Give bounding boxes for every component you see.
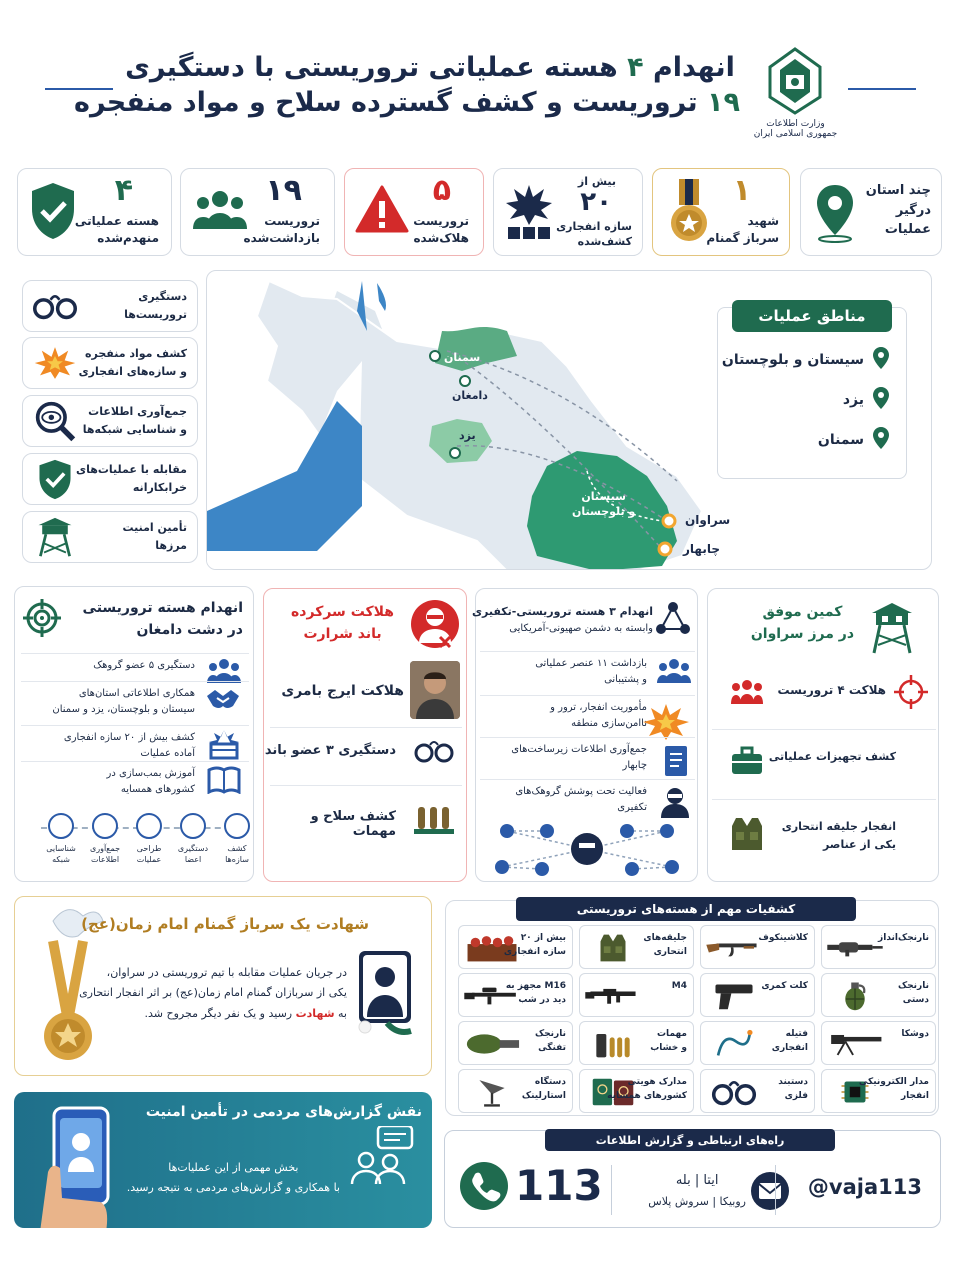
stat-explosives <box>493 168 643 256</box>
timeline-label: شناسایی شبکه <box>46 844 76 865</box>
panel-discoveries <box>445 900 939 1116</box>
handcuffs-icon <box>705 1077 763 1111</box>
discovery-label: دستبند فلزی <box>778 1077 808 1101</box>
panel-martyrdom <box>14 896 432 1076</box>
discovery-item <box>821 973 936 1017</box>
timeline-label: طراحی عملیات <box>136 844 162 865</box>
public-role-title: نقش گزارش‌های مردمی در تأمین امنیت <box>145 1104 422 1120</box>
masked-person-icon <box>659 786 691 822</box>
masked-leader-icon <box>410 597 460 657</box>
panel-damghan-title: انهدام هسته تروریستی در دشت دامغان <box>82 600 243 639</box>
timeline-dot-icon <box>224 813 250 839</box>
ammo-icon <box>584 1029 642 1063</box>
discovery-label: مدار الکترونیکی انفجار <box>858 1077 929 1101</box>
discovery-item <box>458 1069 573 1113</box>
discovery-label: نارنجک‌انداز <box>878 933 929 943</box>
title-line1-post: هسته عملیاتی تروریستی با دستگیری <box>125 52 618 83</box>
panel-takfiri-title: انهدام ۳ هسته تروریستی-تکفیری <box>471 605 653 618</box>
panel-takfiri <box>471 588 698 882</box>
vest-icon <box>584 933 642 967</box>
ambush-item <box>712 659 936 725</box>
fuse-icon <box>705 1029 763 1063</box>
map-panel <box>206 270 932 570</box>
phone-hand-icon <box>40 1102 126 1228</box>
leader-item-3: کشف سلاح و مهمات <box>310 809 396 839</box>
martyr-silhouette <box>357 949 413 1039</box>
side-list-label: کشف مواد منفجره و سازه‌های انفجاری <box>78 347 187 378</box>
ambush-item-text: هلاکت ۴ تروریست <box>777 683 886 697</box>
takfiri-item <box>480 651 695 695</box>
region-item <box>843 386 890 414</box>
leader-photo <box>410 661 460 719</box>
discovery-label: کلت کمری <box>761 981 808 991</box>
watchtower-icon <box>870 601 914 659</box>
damghan-item-text: دستگیری ۵ عضو گروهک <box>93 660 195 671</box>
discoveries-title: کشفیات مهم از هسته‌های تروریستی <box>516 897 856 921</box>
discovery-label: فتیله انفجاری <box>771 1029 808 1053</box>
ambush-item-text: انفجار جلیقه انتحاری یکی از عناصر <box>781 820 896 851</box>
red-people-icon <box>730 679 764 709</box>
stat-arrested-label: تروریست بازداشت‌شده <box>243 214 320 245</box>
martyrdom-text-1: در جریان عملیات مقابله با تیم تروریستی در سراوان، <box>106 966 347 979</box>
martyrdom-text-3a: به <box>338 1006 347 1020</box>
map-pin-icon <box>872 386 890 414</box>
regions-box <box>717 307 907 479</box>
discovery-item <box>700 1069 815 1113</box>
phone-icon[interactable] <box>459 1161 509 1215</box>
briefcase-icon <box>730 746 764 780</box>
logo-text-1: وزارت اطلاعات <box>766 119 825 129</box>
rifle-icon <box>705 933 763 967</box>
map-label-sistan: سیستان و بلوچستان <box>572 490 636 519</box>
logo-text-2: جمهوری اسلامی ایران <box>753 129 838 139</box>
discovery-item <box>579 925 694 969</box>
takfiri-item-text: فعالیت تحت پوشش گروهک‌های تکفیری <box>515 786 647 813</box>
page-title <box>74 52 740 118</box>
handcuffs-icon <box>33 285 77 327</box>
ambush-item <box>712 729 936 795</box>
ambush-item <box>712 799 936 865</box>
discovery-item <box>821 1069 936 1113</box>
contact-divider-1 <box>775 1165 776 1215</box>
stat-martyr <box>652 168 790 256</box>
timeline-label: جمع‌آوری اطلاعات <box>89 844 121 865</box>
map-pin-icon <box>872 426 890 454</box>
discovery-item <box>821 1021 936 1065</box>
handcuffs-icon <box>414 737 454 769</box>
explosion-icon <box>504 183 554 245</box>
side-list-item <box>22 511 198 563</box>
takfiri-item <box>480 695 695 737</box>
panel-public-role <box>14 1092 432 1228</box>
rifle-grenade-icon <box>463 1029 521 1063</box>
people-icon <box>193 189 247 237</box>
book-icon <box>207 766 241 798</box>
side-list-label: مقابله با عملیات‌های خرابکارانه <box>76 463 187 494</box>
martyrdom-text-3b: شهادت <box>295 1006 335 1020</box>
martyrdom-text-2: یکی از سربازان گمنام امام زمان(عج) بر اثر انفجار انتحاری <box>79 986 347 1000</box>
title-line2-post: تروریست و کشف گسترده سلاح و مواد منفجره <box>74 87 698 118</box>
region-label: سمنان <box>817 432 864 448</box>
discovery-item <box>458 973 573 1017</box>
damghan-item <box>21 681 249 725</box>
timeline-label: کشف سازه‌ها <box>225 844 249 865</box>
document-icon <box>661 744 691 782</box>
damghan-item <box>21 725 249 761</box>
region-label: سیستان و بلوچستان <box>721 352 864 368</box>
timeline-label: دستگیری اعضا <box>177 844 209 865</box>
takfiri-item <box>480 737 695 779</box>
discovery-label: M16 مجهز به دید در شب <box>505 981 566 1005</box>
martyrdom-title: شهادت یک سرباز گمنام امام زمان(عج) <box>81 915 369 933</box>
target-icon <box>23 599 61 641</box>
timeline-dot-icon <box>136 813 162 839</box>
stat-explosives-number: ۲۰ <box>580 187 612 217</box>
hand-grenade-icon <box>826 981 884 1015</box>
takfiri-item <box>480 779 695 817</box>
region-item <box>722 346 890 374</box>
map-label-saravan: سراوان <box>685 513 731 527</box>
network-icon <box>656 601 690 639</box>
map-label-damghan: دامغان <box>452 389 488 402</box>
discovery-label: کلاشینکوف <box>758 933 808 943</box>
m4-icon <box>584 981 642 1015</box>
handshake-icon <box>205 686 241 716</box>
contact-apps <box>648 1169 746 1212</box>
timeline-step <box>173 813 213 865</box>
map-pin-icon <box>872 346 890 374</box>
stat-killed <box>344 168 484 256</box>
discovery-item <box>458 1021 573 1065</box>
stat-provinces-label: چند استان درگیر عملیات <box>865 183 931 237</box>
panel-leader-title: هلاکت سرکرده باند شرارت <box>291 604 394 643</box>
region-item <box>818 426 890 454</box>
public-role-text-2: با همکاری و گزارش‌های مردمی به نتیجه رسید. <box>126 1180 340 1194</box>
medal-icon <box>667 179 711 249</box>
stat-cells-number: ۴ <box>114 173 133 208</box>
side-list-label: دستگیری تروریست‌ها <box>124 290 187 321</box>
discovery-label: نارنجک دستی <box>897 981 929 1005</box>
stat-cells-label: هسته عملیاتی منهدم‌شده <box>74 214 159 245</box>
timeline-step <box>217 813 257 865</box>
discovery-label: دوشکا <box>901 1029 929 1039</box>
side-list-label: جمع‌آوری اطلاعات و شناسایی شبکه‌ها <box>82 405 187 436</box>
timeline-step <box>85 813 125 865</box>
box-explosive-icon <box>207 730 241 764</box>
discoveries-grid <box>454 925 932 1113</box>
public-role-text-1: بخش مهمی از این عملیات‌ها <box>168 1161 299 1174</box>
regions-title: مناطق عملیات <box>732 300 892 332</box>
discovery-label: نارنجک تفنگی <box>534 1029 566 1053</box>
discovery-label: دستگاه استارلینک <box>521 1077 566 1101</box>
ambush-item-text: کشف تجهیزات عملیاتی <box>768 750 896 763</box>
heavy-mg-icon <box>826 1029 884 1063</box>
contact-phone[interactable]: 113 <box>515 1161 603 1210</box>
discovery-item <box>579 1021 694 1065</box>
stat-arrested-number: ۱۹ <box>265 173 302 208</box>
stat-martyr-label: شهید سرباز گمنام <box>706 214 779 245</box>
mail-icon[interactable] <box>750 1171 790 1215</box>
damghan-item-text: آموزش بمب‌سازی در کشورهای همسایه <box>106 768 195 795</box>
ministry-logo <box>748 45 843 140</box>
stat-killed-label: تروریست هلاک‌شده <box>413 214 469 245</box>
people-chat-icon <box>350 1126 420 1190</box>
stat-explosives-pre: بیش از <box>577 175 616 188</box>
discovery-label: مدارک هویتی کشورهای همسایه <box>607 1077 687 1101</box>
takfiri-item-text: بازداشت ۱۱ عنصر عملیاتی و پشتیبانی <box>535 658 647 685</box>
discovery-label: بیش از ۲۰ سازه انفجاری <box>503 933 566 957</box>
people-icon <box>657 658 691 688</box>
damghan-item <box>21 653 249 681</box>
damghan-item <box>21 761 249 797</box>
title-line2-num: ۱۹ <box>707 87 740 118</box>
map-label-semnan: سمنان <box>444 351 481 364</box>
explosion-icon <box>33 342 77 384</box>
side-list-item <box>22 453 198 505</box>
side-list-item <box>22 280 198 332</box>
discovery-label: M4 <box>671 981 687 991</box>
discovery-label: مهمات و خشاب <box>650 1029 687 1053</box>
contact-title: راه‌های ارتباطی و گزارش اطلاعات <box>545 1129 835 1151</box>
contact-handle[interactable]: @vaja113 <box>807 1175 922 1199</box>
map-label-chabahar: چابهار <box>683 542 720 556</box>
stat-cells <box>17 168 172 256</box>
side-list-item <box>22 337 198 389</box>
panel-contact <box>444 1130 941 1228</box>
satellite-dish-icon <box>463 1077 521 1111</box>
watchtower-icon <box>33 516 77 558</box>
header <box>0 0 959 160</box>
grenade-launcher-icon <box>826 933 884 967</box>
stat-martyr-number: ۱ <box>732 173 751 208</box>
discovery-item <box>579 973 694 1017</box>
damghan-item-text: همکاری اطلاعاتی استان‌های سیستان و بلوچستان، یزد و سمنان <box>52 688 195 715</box>
shield-check-icon <box>33 458 77 500</box>
discovery-item <box>821 925 936 969</box>
contact-apps-2: روبیکا | سروش پلاس <box>648 1195 746 1209</box>
side-list-item <box>22 395 198 447</box>
ministry-emblem-icon <box>748 45 843 115</box>
vest-icon <box>730 816 764 856</box>
map-label-yazd: یزد <box>459 429 476 442</box>
takfiri-item-text: جمع‌آوری اطلاعات زیرساخت‌های چابهار <box>511 744 647 771</box>
side-list-label: تأمین امنیت مرزها <box>122 521 187 552</box>
timeline-step <box>41 813 81 865</box>
header-line-right <box>848 88 916 90</box>
stat-arrested <box>180 168 335 256</box>
contact-divider-2 <box>611 1165 612 1215</box>
discovery-item <box>700 925 815 969</box>
timeline-step <box>129 813 169 865</box>
panel-takfiri-subtitle: وابسته به دشمن صهیونی-آمریکایی <box>509 623 653 634</box>
damghan-item-text: کشف بیش از ۲۰ سازه انفجاری آماده عملیات <box>63 732 195 759</box>
public-role-text <box>127 1158 340 1198</box>
panel-leader <box>263 588 467 882</box>
map-pin-icon <box>813 183 857 247</box>
discovery-label: جلیقه‌های انتحاری <box>643 933 687 957</box>
takfiri-item-text: مأموریت انفجار، ترور و ناامن‌سازی منطقه <box>550 702 647 729</box>
leader-item-2: دستگیری ۳ عضو باند <box>264 743 396 758</box>
stat-provinces <box>800 168 942 256</box>
panel-ambush-title: کمین موفق در مرز سراوان <box>750 604 854 643</box>
title-line1-num: ۴ <box>627 52 644 83</box>
ammo-icon <box>414 799 454 839</box>
stat-killed-number: ۵ <box>432 173 451 208</box>
panel-ambush <box>707 588 939 882</box>
discovery-item <box>700 1021 815 1065</box>
shield-check-icon <box>28 181 78 245</box>
crosshair-icon <box>894 675 928 713</box>
timeline <box>21 813 249 877</box>
martyrdom-text <box>79 963 347 1024</box>
pistol-icon <box>705 981 763 1015</box>
magnifier-eye-icon <box>33 400 77 442</box>
title-line1-pre: انهدام <box>653 52 735 83</box>
discovery-item <box>579 1069 694 1113</box>
warning-icon <box>355 185 409 239</box>
discovery-item <box>458 925 573 969</box>
contact-apps-1: ایتا | بله <box>675 1173 719 1188</box>
timeline-dot-icon <box>180 813 206 839</box>
stat-explosives-label: سازه انفجاری کشف‌شده <box>556 220 632 249</box>
martyrdom-text-3c: رسید و یک نفر دیگر مجروح شد. <box>144 1006 293 1020</box>
network-graph <box>482 819 692 879</box>
discovery-item <box>700 973 815 1017</box>
timeline-dot-icon <box>92 813 118 839</box>
timeline-dot-icon <box>48 813 74 839</box>
leader-item-1: هلاکت ایرج بامری <box>281 683 404 699</box>
panel-damghan <box>14 586 254 882</box>
region-label: یزد <box>842 392 864 408</box>
